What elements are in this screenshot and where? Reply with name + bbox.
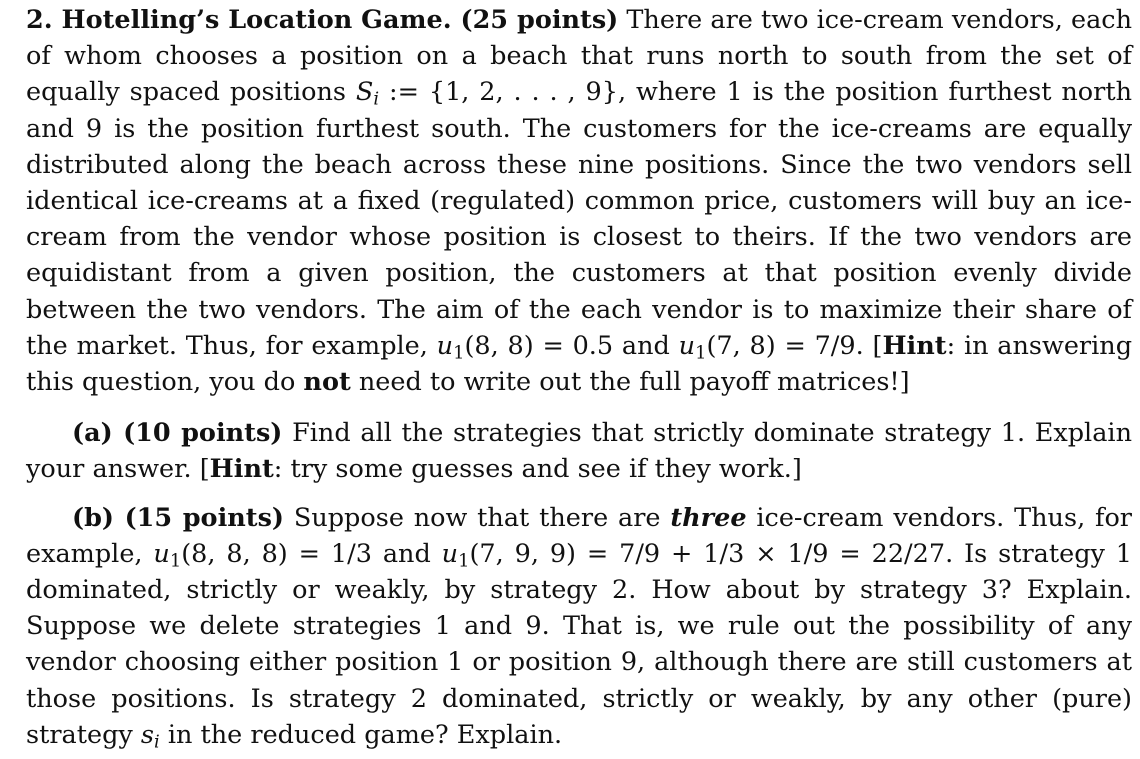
- payoff-subscript: 1: [453, 342, 465, 364]
- and-word: and: [382, 538, 431, 569]
- strategy-set-formula: [355, 77, 627, 110]
- part-b-text-4: in the reduced game? Explain.: [167, 719, 563, 750]
- part-a: [26, 415, 1132, 487]
- problem-statement: [26, 2, 1132, 400]
- payoff-variable: u: [153, 538, 170, 569]
- set-definition: := {1, 2, . . . , 9},: [389, 77, 627, 108]
- payoff-example-1: [436, 330, 614, 364]
- payoff-example-2: [678, 330, 864, 364]
- problem-hint: [Hint: in answering this question, you do not need to write out the full payoff matrices!]: [26, 330, 1133, 398]
- hint-emphasis: not: [303, 367, 351, 398]
- part-b: [26, 500, 1132, 753]
- payoff-variable: u: [678, 330, 696, 361]
- and-word: and: [621, 330, 670, 361]
- problem-page: [26, 2, 1132, 753]
- problem-text-body: where 1 is the position furthest north and 9 is the position furthest south. The customers for the ice-creams are equally distributed along the beach across these nine positions. Since the two vendors sell identical ice-creams at a fixed (regulated) common price, customers will buy an ice-cream from the vendor whose position is closest to theirs. If the two vendors are equidistant from a given position, the customers at that position evenly divide between the two vendors. The aim of the each vendor is to maximize their share of the market. Thus, for example,: [26, 77, 1133, 361]
- part-a-text: Find all the strategies that strictly dominate strategy 1. Explain your answer.: [26, 418, 1132, 485]
- part-b-three: three: [670, 502, 747, 533]
- hint-label: Hint: [882, 330, 947, 361]
- payoff-example-1-args: (8, 8) = 0.5: [464, 330, 614, 361]
- payoff-subscript: 1: [695, 342, 707, 364]
- hint-label: Hint: [209, 454, 274, 485]
- part-b-text-3: Is strategy 1 dominated, strictly or weakly, by strategy 2. How about by strategy 3? Explain. Suppose we delete strategies 1 and 9. That is, we rule out the possibility of any vendor choosing either position 1 or position 9, although there are still customers at those positions. Is strategy 2 dominated, strictly or weakly, by any other (pure) strategy: [26, 538, 1133, 750]
- part-b-text-2: ice-cream vendors. Thus, for example,: [26, 502, 1132, 569]
- strategy-variable: $s_i$: [140, 719, 160, 753]
- problem-title: 2. Hotelling’s Location Game. (25 points): [26, 5, 619, 35]
- payoff-variable: u: [436, 330, 454, 361]
- payoff-subscript: 1: [169, 550, 182, 572]
- part-a-label: (a) (10 points): [72, 418, 283, 449]
- set-variable: S: [355, 77, 374, 108]
- three-vendor-example-1: $u_1(8$, 8, 8) = 1/3: [153, 538, 372, 572]
- payoff-variable: u: [441, 538, 459, 569]
- set-subscript: i: [373, 88, 380, 110]
- three-vendor-example-2: $u_1(7$, 9, 9) = 7/9 + 1/3 × 1/9 = 22/27.: [441, 538, 954, 572]
- part-b-text-1: Suppose now that there are: [293, 502, 661, 533]
- problem-text-intro: There are two ice-cream vendors, each of whom chooses a position on a beach that runs north to south from the set of equally spaced positions: [26, 5, 1132, 108]
- payoff-example-2-args: (7, 8) = 7/9.: [706, 330, 864, 361]
- part-a-hint: [Hint: try some guesses and see if they work.]: [199, 454, 802, 485]
- payoff-subscript: 1: [458, 550, 470, 572]
- part-b-label: (b) (15 points): [72, 502, 284, 533]
